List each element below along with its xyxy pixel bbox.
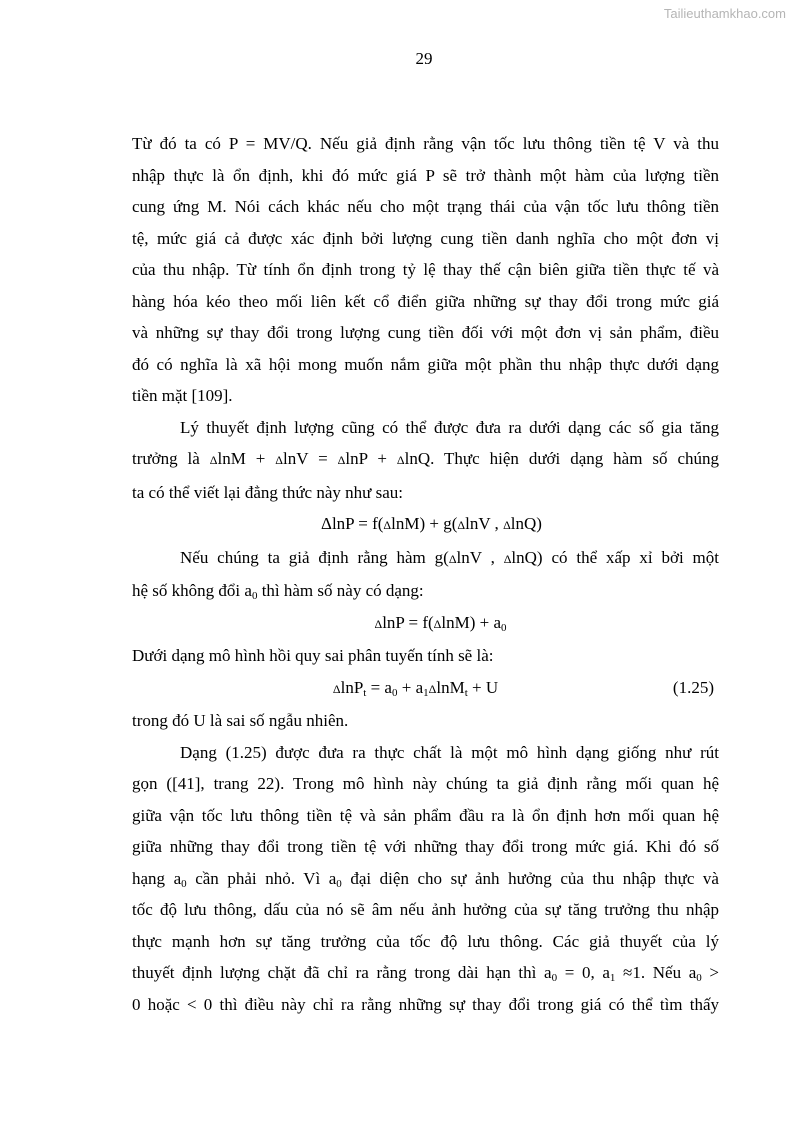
paragraph-6-line: gọn ([41], trang 22). Trong mô hình này chúng ta giả định rằng mối quan hệ [132,774,719,793]
paragraph-2-line [132,443,719,477]
watermark: Tailieuthamkhao.com [663,6,786,21]
paragraph-1-line: và những sự thay đổi trong lượng cung tiền đối với một đơn vị sản phẩm, điều [132,323,719,342]
equation-number: (1.25) [672,677,714,697]
equation-2 [132,607,719,641]
text: lnV , [465,514,504,533]
subscript: 1 [609,972,616,984]
paragraph-1-line: nhập thực là ổn định, khi đó mức giá P sẽ trở thành một hàm của lượng tiền [132,165,719,185]
text: trưởng là [132,449,210,468]
delta-symbol: Δ [457,518,466,532]
paragraph-1-line: hàng hóa kéo theo mối liên kết cổ điển giữa những sự thay đổi trong mức giá [132,291,719,311]
text: hạng a [132,868,182,888]
text: lnQ. Thực hiện dưới dạng hàm số chúng [404,449,719,468]
subscript: 0 [336,877,342,890]
text: lnM) + a [441,612,502,632]
paragraph-6-line: Dạng (1.25) được đưa ra thực chất là một mô hình dạng giống như rút [180,742,719,762]
paragraph-1-line: tệ, mức giá cả được xác định bởi lượng cung tiền danh nghĩa cho một đơn vị [132,228,719,248]
delta-symbol: Δ [275,453,283,467]
text: cần phải nhỏ. Vì a [186,868,337,888]
delta-symbol: Δ [374,616,383,631]
delta-symbol: Δ [332,681,341,696]
paragraph-3-line [132,542,719,576]
paragraph-1-line: tiền mặt [109]. [132,386,233,405]
text: + U [467,677,499,697]
text: lnV = [283,449,338,468]
paragraph-5: trong đó U là sai số ngẫu nhiên. [132,711,349,730]
paragraph-4: Dưới dạng mô hình hồi quy sai phân tuyến tính sẽ là: [132,646,494,665]
text: > [701,963,719,982]
delta-symbol: Δ [396,453,405,467]
paragraph-6-line: 0 hoặc < 0 thì điều này chỉ ra rằng những sự thay đổi trong giá có thể tìm thấy [132,994,719,1014]
text: + a [397,677,424,697]
text: lnV , [456,547,504,567]
subscript: t [464,686,468,699]
text: lnQ) [510,514,542,533]
subscript: 0 [251,590,258,602]
delta-symbol: Δ [337,453,346,467]
paragraph-6-line: giữa những thay đổi trong tiền tệ với những thay đổi trong mức giá. Khi đó số [132,837,719,856]
subscript: t [363,686,367,699]
text: thì hàm số này có dạng: [257,581,424,600]
text: lnP = f( [382,612,434,632]
equation-1 [132,508,719,542]
text: đại diện cho sự ảnh hưởng của thu nhập thực và [341,868,719,888]
subscript: 0 [391,686,398,699]
text: lnP + [345,449,397,468]
paragraph-3-line [132,575,719,607]
subscript: 0 [501,621,507,634]
text: lnQ) có thể xấp xỉ bởi một [511,547,719,567]
paragraph-1-line: của thu nhập. Từ tính ổn định trong tỷ lệ thay thế cận biên giữa tiền thực tế và [132,260,719,279]
text: hệ số không đổi a [132,581,252,600]
subscript: 0 [551,972,558,984]
subscript: 0 [181,877,187,890]
delta-symbol: Δ [209,453,218,467]
text: ΔlnP = f( [321,514,384,533]
paragraph-6 [132,737,719,1021]
paragraph-1-line: cung ứng M. Nói cách khác nếu cho một trạng thái của vận tốc lưu thông tiền [132,197,719,216]
paragraph-2-line: Lý thuyết định lượng cũng có thể được đưa ra dưới dạng các số gia tăng [180,417,719,437]
text: Nếu chúng ta giả định rằng hàm g( [180,547,449,567]
delta-symbol: Δ [383,518,392,532]
text: = a [366,677,392,697]
paragraph-2 [132,412,719,509]
delta-symbol: Δ [433,616,442,631]
text: lnM + [217,449,276,468]
text: lnM) + g( [391,514,458,533]
paragraph-2-line: ta có thể viết lại đẳng thức này như sau: [132,482,403,502]
equation-3 [132,672,719,706]
page-number: 29 [415,49,433,68]
text: lnM [436,677,465,697]
delta-symbol: Δ [428,681,437,696]
paragraph-6-line: giữa vận tốc lưu thông tiền tệ và sản phẩm đầu ra là ổn định hơn mối quan hệ [132,805,719,825]
paragraph-6-line [132,863,719,895]
delta-symbol: Δ [503,551,512,566]
paragraph-6-line: thực mạnh hơn sự tăng trưởng của tốc độ lưu thông. Các giả thuyết của lý [132,931,719,951]
paragraph-1-line: Từ đó ta có P = MV/Q. Nếu giả định rằng vận tốc lưu thông tiền tệ V và thu [132,134,719,153]
subscript: 1 [423,686,429,699]
delta-symbol: Δ [448,551,457,566]
paragraph-6-line [132,957,719,989]
subscript: 0 [696,972,702,984]
text: thuyết định lượng chặt đã chỉ ra rằng trong dài hạn thì a [132,963,552,982]
delta-symbol: Δ [503,518,511,532]
text: lnP [340,677,364,697]
document-body [132,128,719,1020]
paragraph-6-line: tốc độ lưu thông, dấu của nó sẽ âm nếu ảnh hưởng của sự tăng trưởng thu nhập [132,900,719,919]
paragraph-3 [132,542,719,607]
paragraph-1-line: đó có nghĩa là xã hội mong muốn nắm giữa một phần thu nhập thực dưới dạng [132,354,719,374]
paragraph-1 [132,128,719,412]
text: ≈1. Nếu a [615,963,697,982]
text: = 0, a [557,963,610,982]
